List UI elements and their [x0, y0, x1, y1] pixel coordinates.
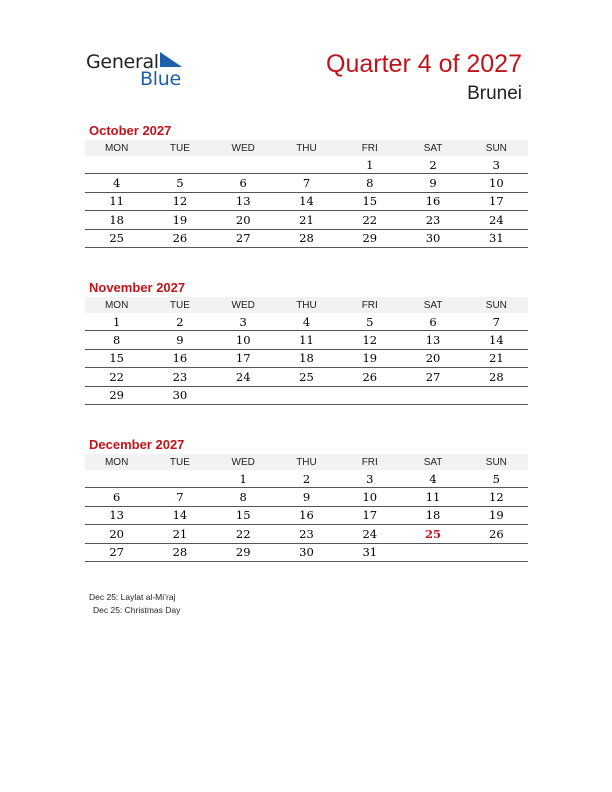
day-cell: 11 [275, 331, 338, 349]
day-cell: 13 [85, 506, 148, 524]
day-cell: 29 [85, 386, 148, 404]
weekday-header: WED [212, 297, 275, 313]
day-cell: 26 [338, 368, 401, 386]
day-cell: 4 [275, 313, 338, 331]
day-cell [465, 386, 528, 404]
day-cell: 9 [401, 174, 464, 192]
day-cell: 12 [338, 331, 401, 349]
day-cell: 4 [85, 174, 148, 192]
day-cell: 3 [338, 470, 401, 488]
day-cell: 17 [212, 349, 275, 367]
page-title: Quarter 4 of 2027 [326, 50, 522, 78]
day-cell: 4 [401, 470, 464, 488]
day-cell: 24 [465, 211, 528, 229]
day-cell: 21 [148, 525, 211, 543]
day-cell: 30 [275, 543, 338, 561]
weekday-header: SAT [401, 297, 464, 313]
weekday-header: SUN [465, 454, 528, 470]
day-cell: 28 [465, 368, 528, 386]
day-cell: 22 [85, 368, 148, 386]
week-row [85, 229, 528, 247]
weekday-header: SAT [401, 140, 464, 156]
weekday-header: FRI [338, 140, 401, 156]
day-cell: 31 [338, 543, 401, 561]
day-cell: 1 [338, 156, 401, 174]
weekday-header: WED [212, 140, 275, 156]
day-cell [401, 543, 464, 561]
day-cell: 9 [148, 331, 211, 349]
day-cell [465, 543, 528, 561]
day-cell: 6 [401, 313, 464, 331]
day-cell [401, 386, 464, 404]
month-november [85, 279, 528, 405]
week-row [85, 488, 528, 506]
day-cell: 2 [148, 313, 211, 331]
day-cell: 28 [148, 543, 211, 561]
week-row [85, 525, 528, 543]
holiday-day-cell: 25 [401, 525, 464, 543]
month-title: October 2027 [89, 123, 172, 138]
day-cell: 12 [148, 192, 211, 210]
week-row [85, 331, 528, 349]
holiday-note: Dec 25: Laylat al-Mi’raj [89, 592, 176, 602]
day-cell: 1 [212, 470, 275, 488]
month-title: November 2027 [89, 280, 186, 295]
day-cell: 29 [338, 229, 401, 247]
day-cell: 16 [148, 349, 211, 367]
week-row [85, 174, 528, 192]
day-cell: 6 [212, 174, 275, 192]
day-cell: 13 [212, 192, 275, 210]
day-cell: 7 [465, 313, 528, 331]
day-cell [275, 156, 338, 174]
country-name: Brunei [467, 83, 522, 104]
weekday-header: FRI [338, 297, 401, 313]
day-cell: 5 [338, 313, 401, 331]
weekday-header: SUN [465, 140, 528, 156]
day-cell: 11 [85, 192, 148, 210]
day-cell: 13 [401, 331, 464, 349]
day-cell: 14 [275, 192, 338, 210]
day-cell: 17 [465, 192, 528, 210]
calendar-grid [85, 454, 528, 562]
day-cell: 22 [212, 525, 275, 543]
month-december [85, 436, 528, 562]
logo-flag-icon [160, 52, 182, 68]
day-cell [148, 156, 211, 174]
weekday-header: MON [85, 454, 148, 470]
day-cell: 2 [275, 470, 338, 488]
day-cell: 31 [465, 229, 528, 247]
day-cell: 19 [338, 349, 401, 367]
day-cell [338, 386, 401, 404]
week-row [85, 211, 528, 229]
day-cell: 21 [275, 211, 338, 229]
day-cell: 7 [148, 488, 211, 506]
day-cell: 23 [401, 211, 464, 229]
day-cell: 10 [465, 174, 528, 192]
day-cell: 5 [465, 470, 528, 488]
day-cell: 27 [85, 543, 148, 561]
day-cell: 17 [338, 506, 401, 524]
week-row [85, 470, 528, 488]
day-cell: 16 [401, 192, 464, 210]
day-cell: 30 [148, 386, 211, 404]
logo-word-blue: Blue [140, 68, 181, 90]
week-row [85, 192, 528, 210]
day-cell: 11 [401, 488, 464, 506]
day-cell [85, 156, 148, 174]
day-cell: 18 [275, 349, 338, 367]
week-row [85, 349, 528, 367]
weekday-header: FRI [338, 454, 401, 470]
day-cell: 10 [212, 331, 275, 349]
month-title: December 2027 [89, 437, 185, 452]
day-cell: 3 [212, 313, 275, 331]
weekday-header: THU [275, 297, 338, 313]
day-cell: 25 [85, 229, 148, 247]
day-cell: 15 [338, 192, 401, 210]
week-row [85, 156, 528, 174]
day-cell [212, 386, 275, 404]
brand-logo [86, 50, 186, 90]
day-cell: 27 [401, 368, 464, 386]
day-cell: 3 [465, 156, 528, 174]
day-cell: 26 [148, 229, 211, 247]
day-cell: 23 [148, 368, 211, 386]
day-cell [148, 470, 211, 488]
day-cell [212, 156, 275, 174]
day-cell: 8 [338, 174, 401, 192]
day-cell: 23 [275, 525, 338, 543]
day-cell: 18 [85, 211, 148, 229]
week-row [85, 543, 528, 561]
week-row [85, 368, 528, 386]
day-cell: 26 [465, 525, 528, 543]
week-row [85, 386, 528, 404]
day-cell: 18 [401, 506, 464, 524]
day-cell: 20 [212, 211, 275, 229]
day-cell [275, 386, 338, 404]
day-cell: 8 [212, 488, 275, 506]
day-cell: 2 [401, 156, 464, 174]
weekday-header: TUE [148, 454, 211, 470]
day-cell: 15 [85, 349, 148, 367]
weekday-header: THU [275, 454, 338, 470]
day-cell: 7 [275, 174, 338, 192]
weekday-header: THU [275, 140, 338, 156]
day-cell: 19 [465, 506, 528, 524]
day-cell: 25 [275, 368, 338, 386]
day-cell: 16 [275, 506, 338, 524]
weekday-header: WED [212, 454, 275, 470]
calendar-grid [85, 140, 528, 248]
day-cell: 15 [212, 506, 275, 524]
day-cell: 20 [401, 349, 464, 367]
day-cell: 14 [465, 331, 528, 349]
day-cell: 24 [338, 525, 401, 543]
day-cell: 8 [85, 331, 148, 349]
weekday-header: SAT [401, 454, 464, 470]
day-cell: 20 [85, 525, 148, 543]
day-cell: 5 [148, 174, 211, 192]
day-cell [85, 470, 148, 488]
week-row [85, 506, 528, 524]
holiday-notes [89, 591, 180, 617]
weekday-header: MON [85, 297, 148, 313]
day-cell: 22 [338, 211, 401, 229]
logo-word-general: General [86, 51, 159, 73]
day-cell: 30 [401, 229, 464, 247]
day-cell: 19 [148, 211, 211, 229]
month-october [85, 122, 528, 248]
day-cell: 9 [275, 488, 338, 506]
day-cell: 24 [212, 368, 275, 386]
day-cell: 27 [212, 229, 275, 247]
day-cell: 28 [275, 229, 338, 247]
week-row [85, 313, 528, 331]
day-cell: 29 [212, 543, 275, 561]
weekday-header: MON [85, 140, 148, 156]
day-cell: 6 [85, 488, 148, 506]
weekday-header: TUE [148, 140, 211, 156]
weekday-header: TUE [148, 297, 211, 313]
calendar-grid [85, 297, 528, 405]
day-cell: 1 [85, 313, 148, 331]
weekday-header: SUN [465, 297, 528, 313]
day-cell: 21 [465, 349, 528, 367]
day-cell: 12 [465, 488, 528, 506]
day-cell: 14 [148, 506, 211, 524]
day-cell: 10 [338, 488, 401, 506]
holiday-note: Dec 25: Christmas Day [93, 605, 181, 615]
